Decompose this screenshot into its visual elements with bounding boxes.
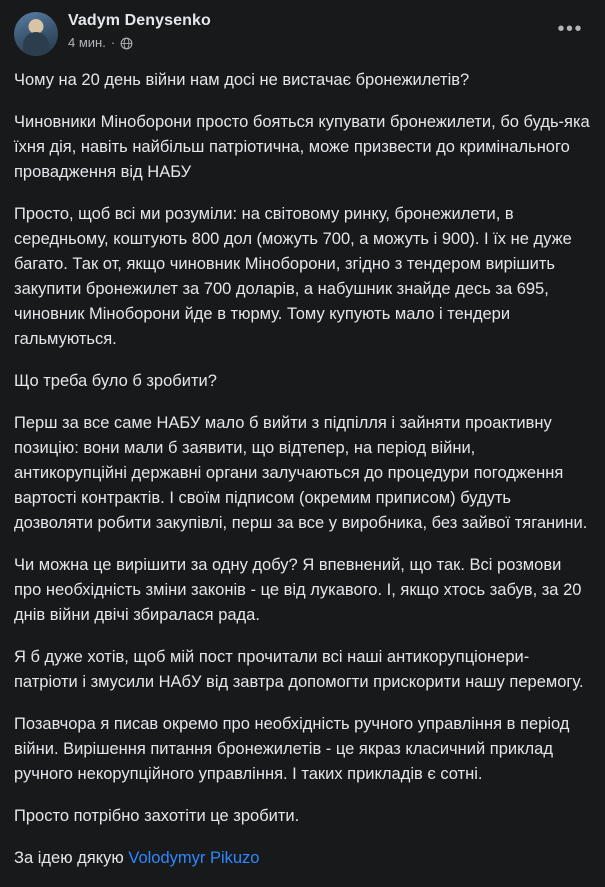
post-paragraph: Чи можна це вирішити за одну добу? Я впевнений, що так. Всі розмови про необхідність зміни законів - це від лукавого. І, якщо хтось забув, за 20 днів війни двічі збиралася рада. bbox=[14, 556, 582, 624]
avatar[interactable] bbox=[14, 12, 58, 56]
post-header bbox=[14, 10, 591, 60]
more-options-icon[interactable]: ••• bbox=[557, 18, 583, 40]
post-paragraph: Просто потрібно захотіти це зробити. bbox=[14, 807, 300, 825]
post-timestamp[interactable]: 4 мин. bbox=[68, 35, 106, 50]
post-paragraph: Що треба було б зробити? bbox=[14, 372, 217, 390]
post-header-text bbox=[68, 10, 211, 50]
post-paragraph: Чому на 20 день війни нам досі не вистачає бронежилетів? bbox=[14, 71, 470, 89]
credit-prefix: За ідею дякую bbox=[14, 849, 129, 867]
post-body bbox=[14, 68, 591, 871]
post-paragraph: Позавчора я писав окремо про необхідність ручного управління в період війни. Вирішення питання бронежилетів - це якраз класичний приклад ручного некорупційного управління. І таких прикладів є сотні. bbox=[14, 715, 570, 783]
post-paragraph: Перш за все саме НАБУ мало б вийти з підпілля і зайняти проактивну позицію: вони мали б заявити, що відтепер, на період війни, антикорупційні державні органи залучаються до процедури погодження вартості контрактів. І своїм підписом (окремим приписом) будуть дозволяти робити закупівлі, перш за все у виробника, без зайвої тяганини. bbox=[14, 414, 588, 532]
globe-icon[interactable] bbox=[120, 37, 133, 50]
post-paragraph: Чиновники Міноборони просто бояться купувати бронежилети, бо будь-яка їхня дія, навіть найбільш патріотична, може призвести до кримінального провадження від НАБУ bbox=[14, 113, 590, 181]
meta-separator: · bbox=[110, 35, 116, 50]
credit-profile-link[interactable]: Volodymyr Pikuzo bbox=[128, 849, 260, 867]
post-meta bbox=[68, 35, 211, 50]
post-paragraph: Я б дуже хотів, щоб мій пост прочитали всі наші антикорупціонери-патріоти і змусили НАбУ від завтра допомогти прискорити нашу перемогу. bbox=[14, 648, 584, 691]
author-name[interactable]: Vadym Denysenko bbox=[68, 12, 211, 29]
post-paragraph: Просто, щоб всі ми розуміли: на світовому ринку, бронежилети, в середньому, коштують 800 дол (можуть 700, а можуть і 900). І їх не дуже багато. Так от, якщо чиновник Міноборони, згідно з тендером вирішить закупити бронежилет за 700 доларів, а набушник знайде десь за 695, чиновник Міноборони йде в тюрму. Тому купують мало і тендери гальмуються. bbox=[14, 205, 572, 348]
credit-line bbox=[14, 846, 591, 871]
